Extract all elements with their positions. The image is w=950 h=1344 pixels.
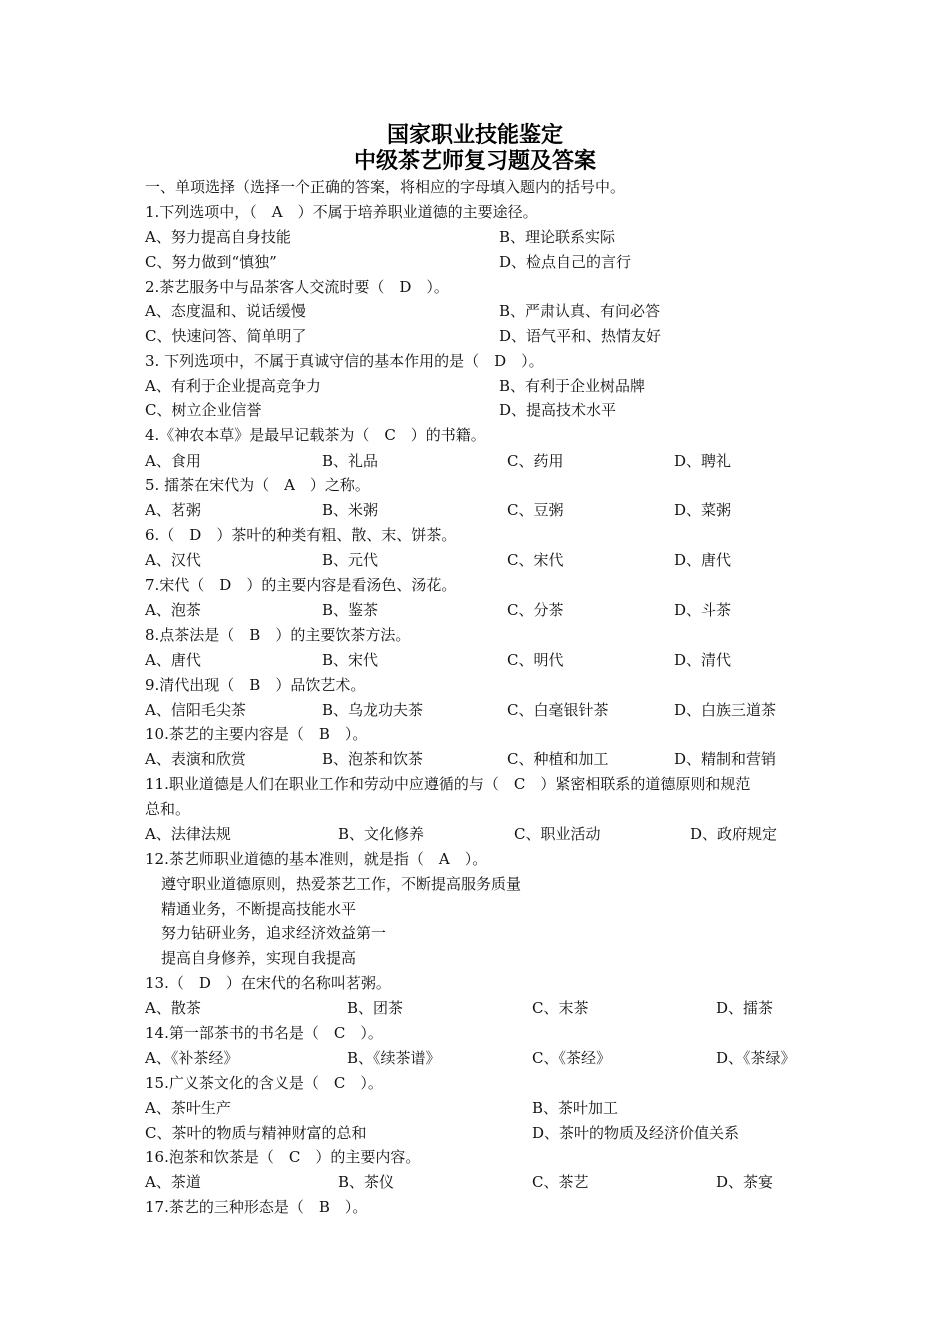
option-a: A、汉代 xyxy=(145,551,201,569)
option-b: B、宋代 xyxy=(322,651,379,669)
option-d: D、菜粥 xyxy=(674,501,732,519)
document-title: 国家职业技能鉴定 xyxy=(386,123,563,148)
option-a: A、努力提高自身技能 xyxy=(145,228,291,246)
option-a: A、茶叶生产 xyxy=(145,1099,231,1117)
question-text: 11.职业道德是人们在职业工作和劳动中应遵循的与（ C ）紧密相联系的道德原则和规范 xyxy=(145,775,751,793)
option-b: B、文化修养 xyxy=(338,825,425,843)
option-b: B、理论联系实际 xyxy=(499,228,616,246)
option-d: D、擂茶 xyxy=(716,999,774,1017)
option-c: C、茶叶的物质与精神财富的总和 xyxy=(145,1124,367,1142)
option-a: A、泡茶 xyxy=(145,601,201,619)
option-c: C、分茶 xyxy=(507,601,564,619)
question-text: 9.清代出现（ B ）品饮艺术。 xyxy=(145,676,366,694)
option-a: A、唐代 xyxy=(145,651,201,669)
option-d: D、茶叶的物质及经济价值关系 xyxy=(532,1124,740,1142)
option-c: C、豆粥 xyxy=(507,501,564,519)
question-text: 12.茶艺师职业道德的基本准则，就是指（ A ）。 xyxy=(145,850,488,868)
option-d: D、提高技术水平 xyxy=(499,401,617,419)
option-d: D、茶宴 xyxy=(716,1173,774,1191)
option-d: D、聘礼 xyxy=(674,452,732,470)
option-c: C、白毫银针茶 xyxy=(507,701,609,719)
option-c: C、末茶 xyxy=(532,999,589,1017)
option-d: D、精制和营销 xyxy=(674,750,777,768)
option-c: C、明代 xyxy=(507,651,564,669)
option-a: A、茗粥 xyxy=(145,501,201,519)
question-text: 1.下列选项中，（ A ）不属于培养职业道德的主要途径。 xyxy=(145,203,538,221)
option-d: D、检点自己的言行 xyxy=(499,253,632,271)
question-text: 13.（ D ）在宋代的名称叫茗粥。 xyxy=(145,974,391,992)
option-b: 精通业务，不断提高技能水平 xyxy=(161,900,357,918)
option-d: D、斗茶 xyxy=(674,601,732,619)
option-c: C、树立企业信誉 xyxy=(145,401,262,419)
option-b: B、米粥 xyxy=(322,501,379,519)
question-text: 16.泡茶和饮茶是（ C ）的主要内容。 xyxy=(145,1148,421,1166)
option-a: A、法律法规 xyxy=(145,825,231,843)
option-a: A、茶道 xyxy=(145,1173,201,1191)
option-b: B、严肃认真、有问必答 xyxy=(499,302,661,320)
option-b: B、茶仪 xyxy=(338,1173,395,1191)
question-text: 14.第一部茶书的书名是（ C ）。 xyxy=(145,1024,383,1042)
question-text: 7.宋代（ D ）的主要内容是看汤色、汤花。 xyxy=(145,576,457,594)
option-d: D、唐代 xyxy=(674,551,732,569)
option-c: C、茶艺 xyxy=(532,1173,589,1191)
option-a: A、态度温和、说话缓慢 xyxy=(145,302,306,320)
option-a: A、《补茶经》 xyxy=(145,1049,239,1067)
option-a: A、信阳毛尖茶 xyxy=(145,701,246,719)
option-a: A、有利于企业提高竞争力 xyxy=(145,377,321,395)
option-c: C、药用 xyxy=(507,452,564,470)
option-b: B、有利于企业树品牌 xyxy=(499,377,646,395)
question-text: 5. 擂茶在宋代为（ A ）之称。 xyxy=(145,476,370,494)
option-a: A、散茶 xyxy=(145,999,201,1017)
question-text: 3. 下列选项中，不属于真诚守信的基本作用的是（ D ）。 xyxy=(145,352,544,370)
question-text-continued: 总和。 xyxy=(145,800,191,818)
option-b: B、元代 xyxy=(322,551,379,569)
question-text: 17.茶艺的三种形态是（ B ）。 xyxy=(145,1198,368,1216)
option-a: 遵守职业道德原则，热爱茶艺工作，不断提高服务质量 xyxy=(161,875,522,893)
option-c: C、《茶经》 xyxy=(532,1049,611,1067)
question-text: 8.点茶法是（ B ）的主要饮茶方法。 xyxy=(145,626,411,644)
option-b: B、《续茶谱》 xyxy=(347,1049,441,1067)
section-heading: 一、单项选择（选择一个正确的答案，将相应的字母填入题内的括号中。 xyxy=(145,178,626,196)
option-c: C、职业活动 xyxy=(514,825,601,843)
option-d: D、白族三道茶 xyxy=(674,701,777,719)
option-b: B、团茶 xyxy=(347,999,404,1017)
option-b: B、乌龙功夫茶 xyxy=(322,701,424,719)
option-b: B、鉴茶 xyxy=(322,601,379,619)
option-a: A、食用 xyxy=(145,452,201,470)
option-c: C、努力做到“慎独” xyxy=(145,253,277,271)
question-text: 6.（ D ）茶叶的种类有粗、散、末、饼茶。 xyxy=(145,526,457,544)
question-text: 4.《神农本草》是最早记载茶为（ C ）的书籍。 xyxy=(145,426,486,444)
option-c: 努力钻研业务，追求经济效益第一 xyxy=(161,924,387,942)
option-d: D、语气平和、热情友好 xyxy=(499,327,662,345)
option-c: C、种植和加工 xyxy=(507,750,609,768)
option-c: C、快速问答、简单明了 xyxy=(145,327,307,345)
option-b: B、礼品 xyxy=(322,452,379,470)
option-a: A、表演和欣赏 xyxy=(145,750,246,768)
option-d: D、《茶绿》 xyxy=(716,1049,796,1067)
option-b: B、泡茶和饮茶 xyxy=(322,750,424,768)
question-text: 10.茶艺的主要内容是（ B ）。 xyxy=(145,725,368,743)
document-subtitle: 中级茶艺师复习题及答案 xyxy=(353,149,596,174)
question-text: 15.广义茶文化的含义是（ C ）。 xyxy=(145,1074,383,1092)
option-c: C、宋代 xyxy=(507,551,564,569)
question-text: 2.茶艺服务中与品茶客人交流时要（ D ）。 xyxy=(145,278,449,296)
option-d: D、清代 xyxy=(674,651,732,669)
option-b: B、茶叶加工 xyxy=(532,1099,619,1117)
option-d: D、政府规定 xyxy=(690,825,778,843)
option-d: 提高自身修养，实现自我提高 xyxy=(161,949,357,967)
